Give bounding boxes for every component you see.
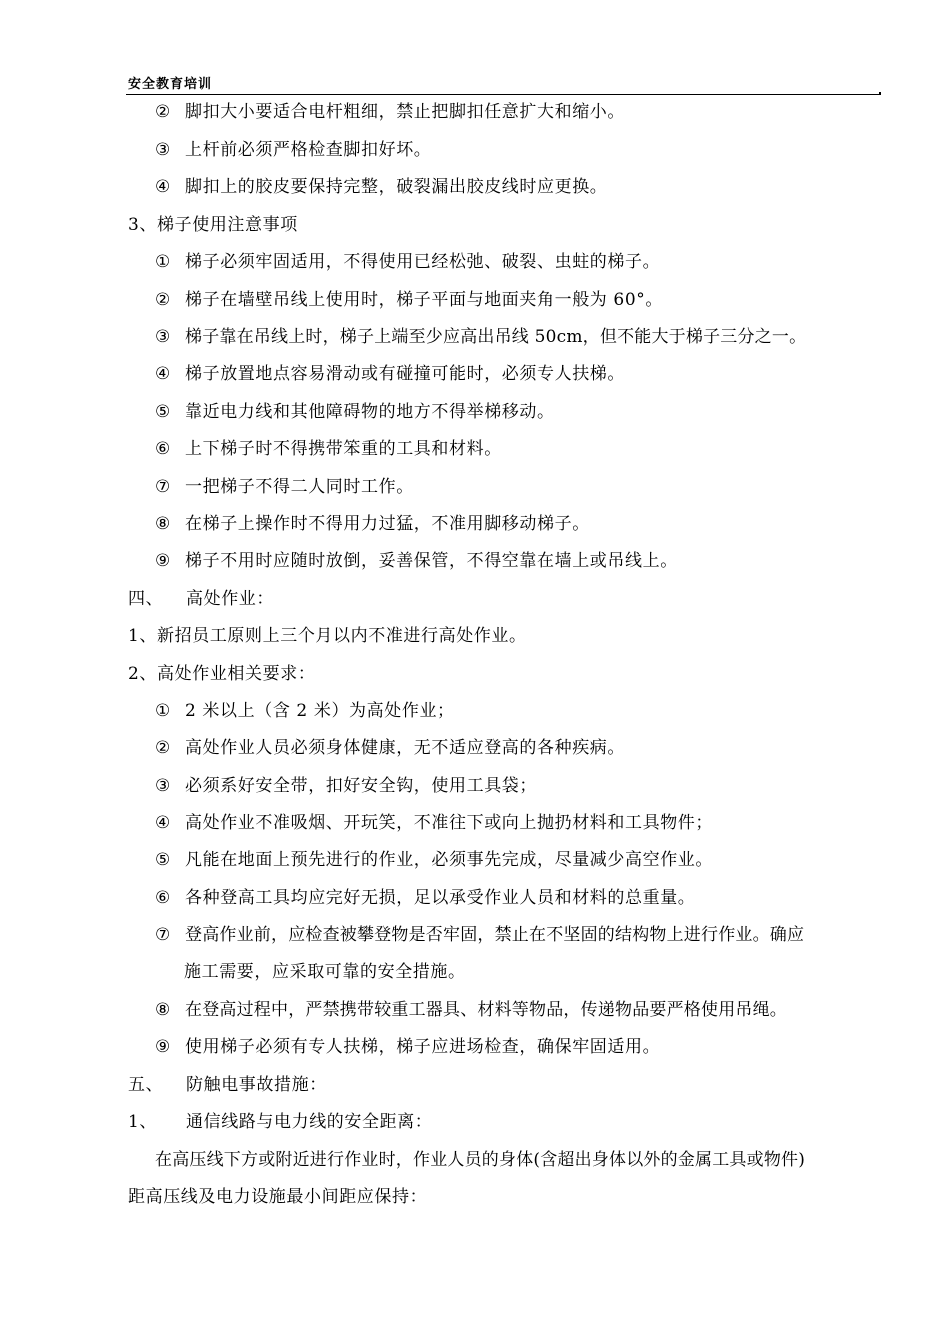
list-item: ④ 脚扣上的胶皮要保持完整，破裂漏出胶皮线时应更换。: [155, 177, 608, 197]
header-divider-end: [879, 92, 881, 95]
list-item: ⑤ 凡能在地面上预先进行的作业，必须事先完成，尽量减少高空作业。: [155, 850, 713, 870]
list-item: ① 2 米以上（含 2 米）为高处作业；: [155, 701, 455, 721]
paragraph: 2、高处作业相关要求：: [128, 664, 316, 684]
list-item: ④ 高处作业不准吸烟、开玩笑，不准往下或向上抛扔材料和工具物件；: [155, 813, 713, 833]
section-heading: 3、梯子使用注意事项: [128, 215, 298, 235]
list-item: ⑨ 使用梯子必须有专人扶梯，梯子应进场检查，确保牢固适用。: [155, 1037, 661, 1057]
list-item: ⑦ 登高作业前，应检查被攀登物是否牢固，禁止在不坚固的结构物上进行作业。确应: [155, 925, 805, 945]
page-header-title: 安全教育培训: [128, 77, 213, 92]
list-item: ⑦ 一把梯子不得二人同时工作。: [155, 477, 414, 497]
list-item: ④ 梯子放置地点容易滑动或有碰撞可能时，必须专人扶梯。: [155, 364, 625, 384]
paragraph: 1、新招员工原则上三个月以内不准进行高处作业。: [128, 626, 527, 646]
list-item: ⑧ 在登高过程中，严禁携带较重工器具、材料等物品，传递物品要严格使用吊绳。: [155, 1000, 787, 1020]
list-item: ⑤ 靠近电力线和其他障碍物的地方不得举梯移动。: [155, 402, 555, 422]
list-item: ⑥ 上下梯子时不得携带笨重的工具和材料。: [155, 439, 502, 459]
paragraph: 距高压线及电力设施最小间距应保持：: [128, 1187, 428, 1207]
paragraph: 在高压线下方或附近进行作业时，作业人员的身体(含超出身体以外的金属工具或物件): [155, 1150, 806, 1170]
section-heading: 五、 防触电事故措施：: [128, 1075, 327, 1095]
list-item: ③ 上杆前必须严格检查脚扣好坏。: [155, 140, 432, 160]
list-item: ⑥ 各种登高工具均应完好无损，足以承受作业人员和材料的总重量。: [155, 888, 696, 908]
list-item: ① 梯子必须牢固适用，不得使用已经松弛、破裂、虫蛀的梯子。: [155, 252, 661, 272]
subsection-heading: 1、 通信线路与电力线的安全距离：: [128, 1112, 433, 1132]
list-item-continuation: 施工需要，应采取可靠的安全措施。: [184, 962, 466, 982]
list-item: ③ 梯子靠在吊线上时，梯子上端至少应高出吊线 50cm，但不能大于梯子三分之一。: [155, 327, 807, 347]
list-item: ③ 必须系好安全带，扣好安全钩，使用工具袋；: [155, 776, 537, 796]
section-heading: 四、 高处作业：: [128, 589, 274, 609]
header-divider: [126, 94, 880, 95]
list-item: ② 高处作业人员必须身体健康，无不适应登高的各种疾病。: [155, 738, 625, 758]
list-item: ② 梯子在墙壁吊线上使用时，梯子平面与地面夹角一般为 60°。: [155, 290, 663, 310]
list-item: ⑨ 梯子不用时应随时放倒，妥善保管，不得空靠在墙上或吊线上。: [155, 551, 678, 571]
list-item: ② 脚扣大小要适合电杆粗细，禁止把脚扣任意扩大和缩小。: [155, 102, 625, 122]
list-item: ⑧ 在梯子上操作时不得用力过猛，不准用脚移动梯子。: [155, 514, 590, 534]
